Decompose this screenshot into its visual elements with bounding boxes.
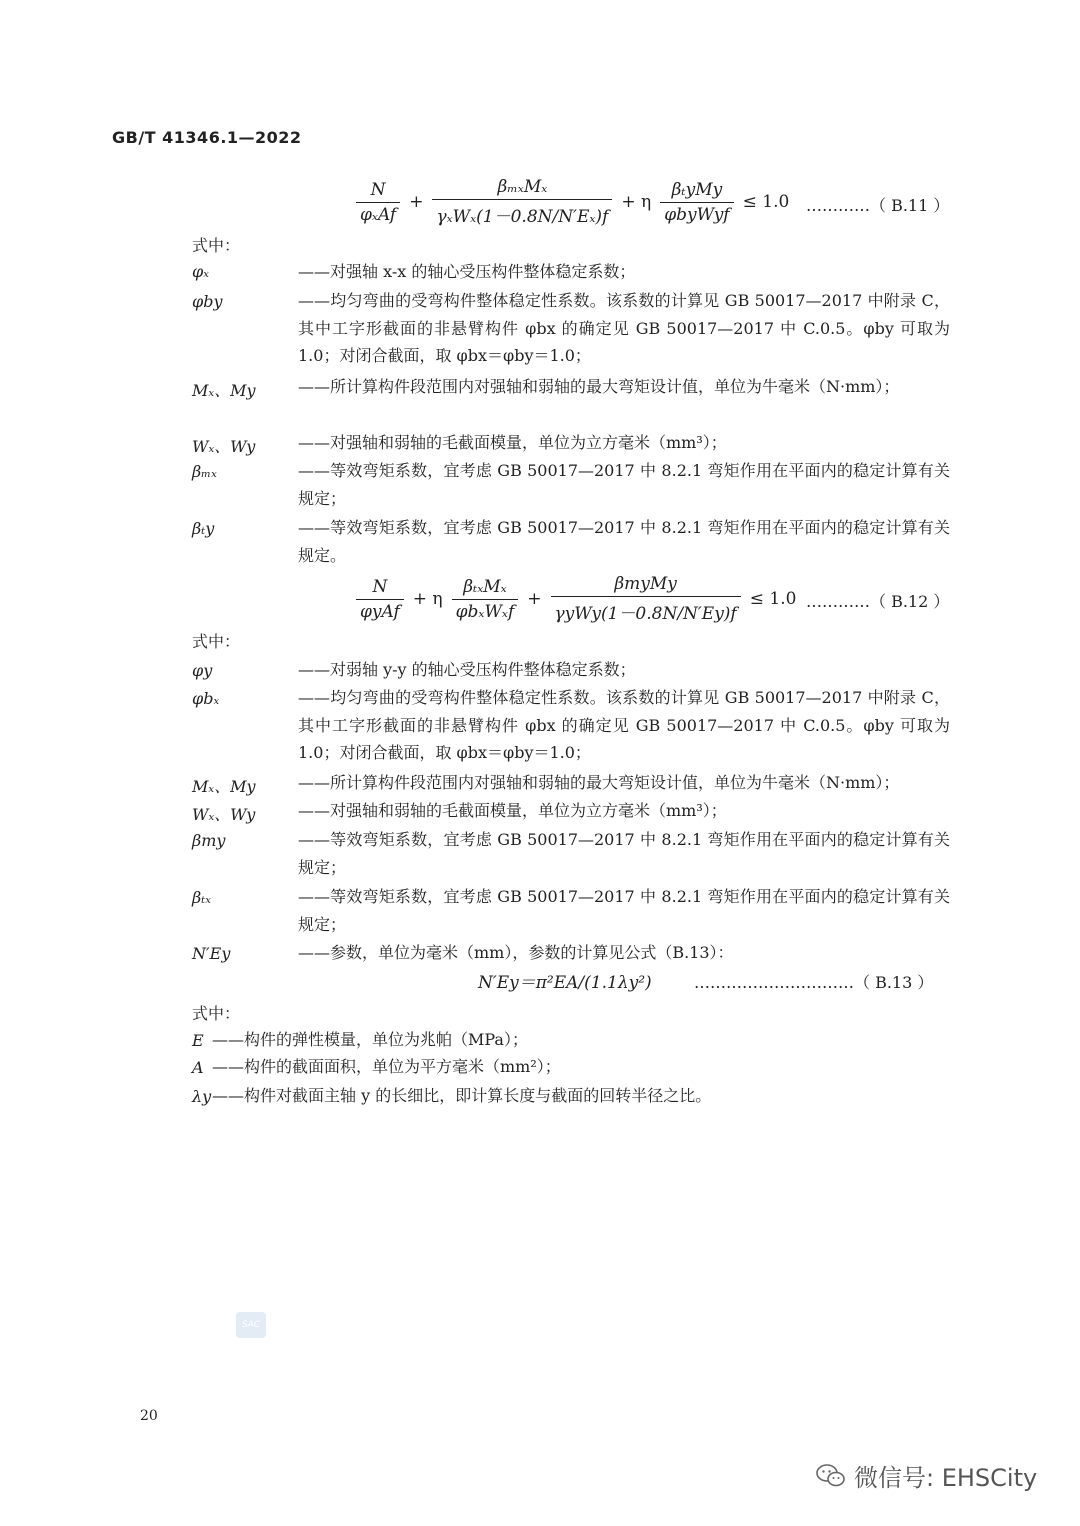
equation-number-b13: …………………………（ B.13 ） [694,973,934,992]
fraction-numerator: N [370,179,386,200]
formula-b12-term3 [551,574,741,624]
def-symbol: N′Ey [192,944,231,963]
plus-eta: + η [621,192,652,212]
def-symbol: Wₓ、Wy [192,437,256,456]
equation-number-b12: …………（ B.12 ） [806,592,950,611]
wechat-watermark [816,1458,1037,1493]
where-label: 式中： [192,632,241,651]
def-symbol: φₓ [192,262,209,281]
formula-b11 [350,178,792,226]
fraction-numerator: N [372,576,388,597]
formula-b12 [350,575,799,623]
fraction-denominator: φₓAf [356,202,400,225]
def-symbol: Mₓ、My [192,381,256,400]
def-text: ——等效弯矩系数，宜考虑 GB 50017—2017 中 8.2.1 弯矩作用在平面内的稳定计算有关规定； [298,887,950,934]
def-symbol: A [192,1058,204,1077]
formula-b11-term3 [660,180,733,225]
where-label: 式中： [192,1004,241,1023]
def-text: ——对弱轴 y-y 的轴心受压构件整体稳定系数； [298,660,636,679]
fraction-numerator: βmyMy [614,574,677,594]
def-text: ——对强轴和弱轴的毛截面模量，单位为立方毫米（mm³）； [298,801,727,820]
wechat-id-text: 微信号: EHSCity [854,1464,1038,1492]
formula-b12-term2 [452,577,519,622]
formula-b11-term2 [432,177,612,227]
wechat-icon [816,1463,846,1489]
def-text: ——对强轴和弱轴的毛截面模量，单位为立方毫米（mm³）； [298,433,727,452]
fraction-numerator: βₘₓMₓ [497,177,548,197]
def-text: ——等效弯矩系数，宜考虑 GB 50017—2017 中 8.2.1 弯矩作用在平面内的稳定计算有关规定； [298,461,950,508]
def-symbol: βₜy [192,519,215,538]
sac-watermark-logo: SAC [236,1312,266,1338]
def-text: ——所计算构件段范围内对强轴和弱轴的最大弯矩设计值，单位为牛毫米（N·mm）； [298,773,900,792]
fraction-denominator: φyAf [356,599,404,622]
def-symbol: Mₓ、My [192,777,256,796]
def-text: ——参数，单位为毫米（mm），参数的计算见公式（B.13）： [298,943,734,962]
page-number: 20 [140,1408,158,1424]
def-symbol: βmy [192,831,226,850]
def-text: ——所计算构件段范围内对强轴和弱轴的最大弯矩设计值，单位为牛毫米（N·mm）； [298,377,900,396]
def-symbol: βₘₓ [192,462,217,481]
fraction-numerator: βₜyMy [671,179,723,200]
formula-b11-term1 [356,180,400,225]
formula-b13 [478,956,652,1004]
fraction-denominator: γₓWₓ(1－0.8N/N′Eₓ)f [432,199,612,227]
def-symbol: E [192,1031,204,1050]
standard-code: GB/T 41346.1—2022 [112,128,302,147]
inequality: ≤ 1.0 [742,192,790,212]
fraction-denominator: φbₓWₓf [452,599,519,622]
fraction-denominator: φbyWyf [660,202,733,225]
inequality: ≤ 1.0 [749,589,797,609]
def-symbol: φby [192,292,223,311]
def-text: ——对强轴 x-x 的轴心受压构件整体稳定系数； [298,262,636,281]
fraction-numerator: βₜₓMₓ [463,576,507,597]
def-text: ——等效弯矩系数，宜考虑 GB 50017—2017 中 8.2.1 弯矩作用在平面内的稳定计算有关规定。 [298,518,950,565]
def-symbol: λy [192,1087,212,1106]
plus-sign: + [527,589,542,609]
def-text: ——构件对截面主轴 y 的长细比，即计算长度与截面的回转半径之比。 [212,1086,712,1105]
fraction-denominator: γyWy(1－0.8N/N′Ey)f [551,596,741,624]
def-text: ——均匀弯曲的受弯构件整体稳定性系数。该系数的计算见 GB 50017—2017 中附录 C，其中工字形截面的非悬臂构件 φbx 的确定见 GB 50017—2017 中 C.0.5。φby 可取为 1.0；对闭合截面，取 φbx＝φby＝1.0； [298,688,950,762]
def-symbol: Wₓ、Wy [192,805,256,824]
equation-number-b11: …………（ B.11 ） [806,196,950,215]
def-text: ——均匀弯曲的受弯构件整体稳定性系数。该系数的计算见 GB 50017—2017 中附录 C，其中工字形截面的非悬臂构件 φbx 的确定见 GB 50017—2017 中 C.0.5。φby 可取为 1.0；对闭合截面，取 φbx＝φby＝1.0； [298,291,950,365]
def-symbol: φbₓ [192,689,220,708]
def-text: ——构件的截面面积，单位为平方毫米（mm²）； [212,1057,561,1076]
plus-sign: + [409,192,424,212]
plus-eta: + η [412,589,443,609]
def-text: ——等效弯矩系数，宜考虑 GB 50017—2017 中 8.2.1 弯矩作用在平面内的稳定计算有关规定； [298,830,950,877]
def-symbol: φy [192,661,213,680]
formula-b12-term1 [356,577,404,622]
formula-b13-expression: N′Ey＝π²EA/(1.1λy²) [478,972,652,993]
def-text: ——构件的弹性模量，单位为兆帕（MPa）； [212,1030,528,1049]
def-symbol: βₜₓ [192,888,211,907]
where-label: 式中： [192,236,241,255]
